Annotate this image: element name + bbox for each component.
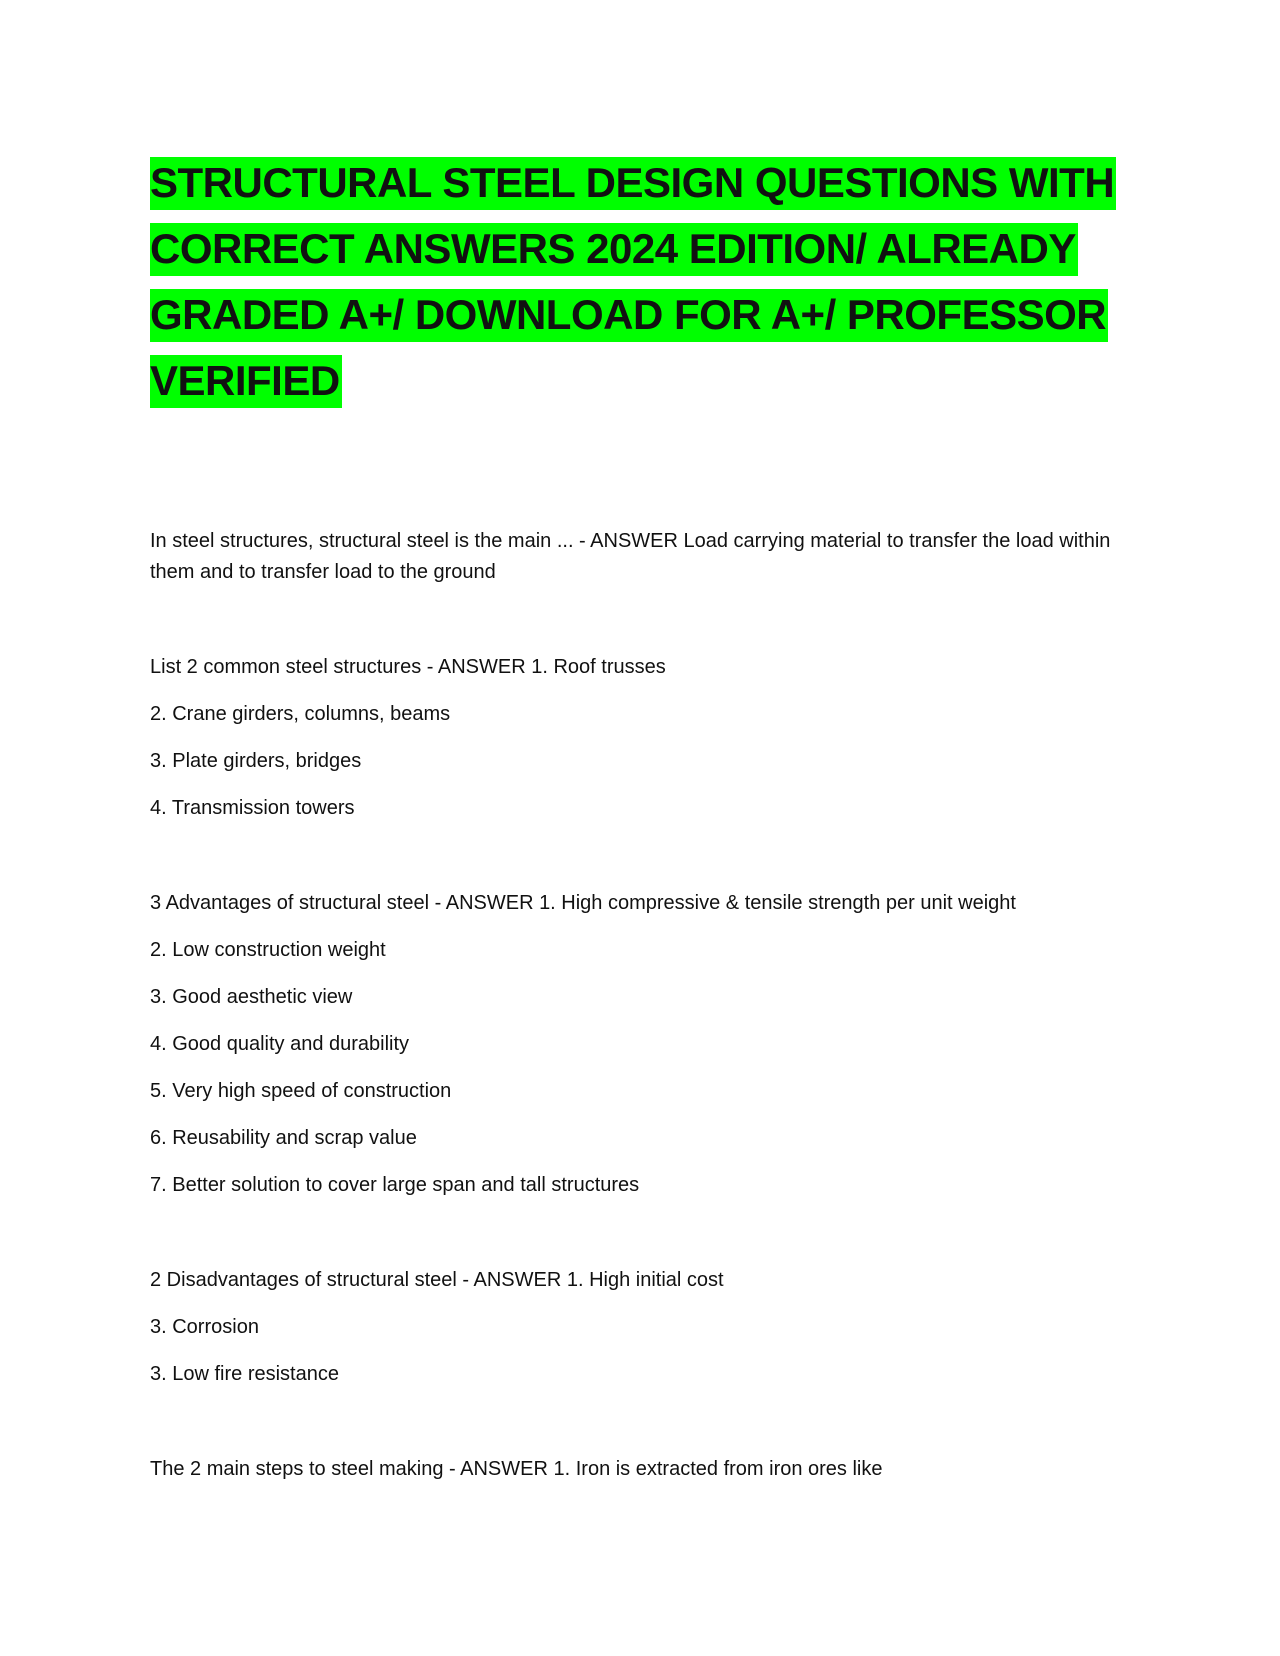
document-title xyxy=(150,150,1140,414)
question-answer-text: The 2 main steps to steel making - ANSWER 1. Iron is extracted from iron ores like xyxy=(150,1458,883,1480)
qa-block xyxy=(150,652,1140,824)
title-line: STRUCTURAL STEEL DESIGN QUESTIONS WITH xyxy=(150,157,1116,210)
document-page xyxy=(150,150,1140,1480)
qa-block xyxy=(150,888,1140,1201)
answer-list-item: 4. Transmission towers xyxy=(150,797,355,819)
answer-list-item: 4. Good quality and durability xyxy=(150,1033,410,1055)
answer-list-item: 6. Reusability and scrap value xyxy=(150,1127,417,1149)
answer-list-item: 3. Plate girders, bridges xyxy=(150,750,362,772)
title-line: VERIFIED xyxy=(150,355,342,408)
question-answer-text: List 2 common steel structures - ANSWER 1. Roof trusses xyxy=(150,656,666,678)
question-answer-text: 3 Advantages of structural steel - ANSWER 1. High compressive & tensile strength per unit weight xyxy=(150,892,1016,914)
answer-list-item: 7. Better solution to cover large span and tall structures xyxy=(150,1174,640,1196)
title-line: CORRECT ANSWERS 2024 EDITION/ ALREADY xyxy=(150,223,1078,276)
qa-block xyxy=(150,1265,1140,1390)
document-body xyxy=(150,526,1140,1549)
answer-list-item: 3. Good aesthetic view xyxy=(150,986,353,1008)
question-answer-text: 2 Disadvantages of structural steel - ANSWER 1. High initial cost xyxy=(150,1269,724,1291)
answer-list-item: 2. Crane girders, columns, beams xyxy=(150,703,451,725)
answer-list-item: 2. Low construction weight xyxy=(150,939,386,961)
qa-block xyxy=(150,526,1140,588)
answer-list-item: 3. Corrosion xyxy=(150,1316,259,1338)
title-line: GRADED A+/ DOWNLOAD FOR A+/ PROFESSOR xyxy=(150,289,1108,342)
qa-block xyxy=(150,1454,1140,1485)
question-answer-text: In steel structures, structural steel is the main ... - ANSWER Load carrying material to transfer the load within them and to transfer load to the ground xyxy=(150,530,1111,583)
answer-list-item: 5. Very high speed of construction xyxy=(150,1080,452,1102)
answer-list-item: 3. Low fire resistance xyxy=(150,1363,339,1385)
